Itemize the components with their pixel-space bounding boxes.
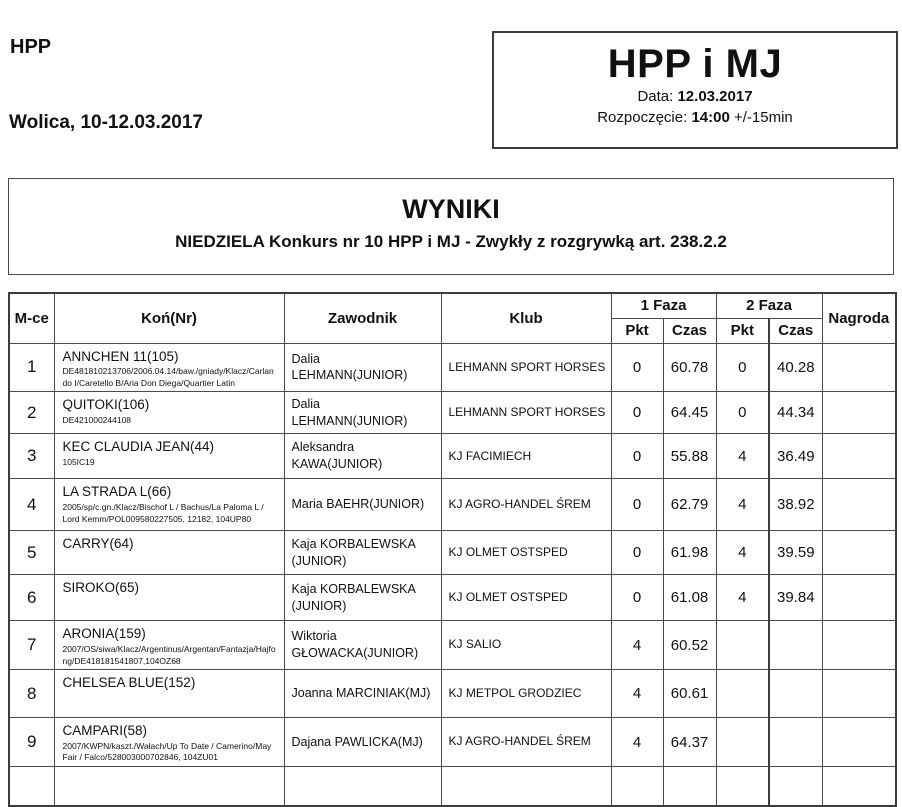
phase2-time-cell [769, 718, 822, 767]
organizer-logo-text: HPP [10, 36, 52, 58]
phase2-points-cell: 0 [716, 343, 769, 392]
table-row [9, 434, 896, 479]
phase2-time-cell: 39.59 [769, 531, 822, 575]
prize-cell [822, 479, 896, 531]
phase2-time-cell: 40.28 [769, 343, 822, 392]
horse-cell [54, 392, 284, 434]
rider-cell: Kaja KORBALEWSKA (JUNIOR) [284, 575, 441, 621]
phase1-points-cell: 0 [611, 343, 663, 392]
prize-cell [822, 575, 896, 621]
phase2-time-cell: 36.49 [769, 434, 822, 479]
horse-cell [54, 479, 284, 531]
horse-name: CHELSEA BLUE(152) [62, 675, 196, 691]
phase2-time-cell [769, 670, 822, 718]
phase2-time-cell: 44.34 [769, 392, 822, 434]
horse-cell [54, 621, 284, 670]
club-cell: KJ AGRO-HANDEL ŚREM [441, 479, 611, 531]
header-phase1: 1 Faza [611, 293, 716, 318]
club-cell: KJ AGRO-HANDEL ŚREM [441, 718, 611, 767]
header-czas2: Czas [769, 318, 822, 343]
date-value: 12.03.2017 [677, 88, 753, 105]
prize-cell [822, 343, 896, 392]
table-row [9, 392, 896, 434]
header-prize: Nagroda [822, 293, 896, 343]
phase1-time-cell: 60.78 [663, 343, 716, 392]
header-rider: Zawodnik [284, 293, 441, 343]
phase1-points-cell: 4 [611, 670, 663, 718]
horse-cell [54, 766, 284, 806]
event-info-box [492, 31, 898, 149]
place-cell [9, 766, 54, 806]
phase1-points-cell: 0 [611, 479, 663, 531]
horse-details: 2005/sp/c.gn./Klacz/Bischof L / Bachus/La Paloma L / Lord Kemm/POL009580227505, 12182, 104UP80 [62, 502, 264, 524]
phase1-points-cell: 4 [611, 718, 663, 767]
phase2-points-cell: 4 [716, 434, 769, 479]
club-cell: KJ OLMET OSTSPED [441, 531, 611, 575]
phase2-points-cell [716, 766, 769, 806]
phase2-points-cell [716, 718, 769, 767]
place-cell: 6 [9, 575, 54, 621]
rider-cell: Kaja KORBALEWSKA (JUNIOR) [284, 531, 441, 575]
horse-name: ANNCHEN 11(105) [62, 348, 179, 364]
phase2-points-cell [716, 621, 769, 670]
prize-cell [822, 718, 896, 767]
event-title: HPP i MJ [607, 42, 783, 86]
header-czas1: Czas [663, 318, 716, 343]
place-cell: 2 [9, 392, 54, 434]
horse-cell [54, 434, 284, 479]
phase2-time-cell [769, 766, 822, 806]
start-time: 14:00 [691, 109, 730, 126]
horse-details: 2007/OS/siwa/Klacz/Argentinus/Argentan/Fantazja/Hajfong/DE418181541807,104OZ68 [62, 644, 276, 666]
phase2-points-cell: 4 [716, 479, 769, 531]
table-row [9, 531, 896, 575]
phase1-time-cell: 61.08 [663, 575, 716, 621]
table-row [9, 575, 896, 621]
event-start-line [494, 107, 896, 128]
phase2-time-cell [769, 621, 822, 670]
table-row [9, 718, 896, 767]
phase1-time-cell: 60.61 [663, 670, 716, 718]
horse-cell [54, 575, 284, 621]
club-cell: KJ OLMET OSTSPED [441, 575, 611, 621]
phase1-points-cell: 0 [611, 392, 663, 434]
phase1-points-cell [611, 766, 663, 806]
horse-name: LA STRADA L(66) [62, 484, 172, 500]
prize-cell [822, 670, 896, 718]
rider-cell [284, 766, 441, 806]
header-horse: Koń(Nr) [54, 293, 284, 343]
phase2-points-cell: 0 [716, 392, 769, 434]
rider-cell: Aleksandra KAWA(JUNIOR) [284, 434, 441, 479]
results-table [8, 292, 897, 807]
phase1-time-cell: 62.79 [663, 479, 716, 531]
phase1-time-cell: 55.88 [663, 434, 716, 479]
horse-cell [54, 531, 284, 575]
horse-details: DE421000244108 [62, 415, 132, 426]
rider-cell: Joanna MARCINIAK(MJ) [284, 670, 441, 718]
event-date-line [494, 86, 896, 107]
table-row [9, 479, 896, 531]
place-cell: 4 [9, 479, 54, 531]
horse-name: CAMPARI(58) [62, 723, 148, 739]
rider-cell: Dalia LEHMANN(JUNIOR) [284, 392, 441, 434]
header-pkt2: Pkt [716, 318, 769, 343]
phase2-points-cell: 4 [716, 531, 769, 575]
club-cell: KJ FACIMIECH [441, 434, 611, 479]
phase2-points-cell [716, 670, 769, 718]
rider-cell: Maria BAEHR(JUNIOR) [284, 479, 441, 531]
horse-name: CARRY(64) [62, 536, 134, 552]
results-title: WYNIKI [402, 194, 500, 224]
prize-cell [822, 434, 896, 479]
header-club: Klub [441, 293, 611, 343]
horse-name: QUITOKI(106) [62, 397, 150, 413]
club-cell [441, 766, 611, 806]
horse-details: DE481810213706/2006.04.14/baw./gniady/Klacz/Carlando I/Caretello B/Aria Don Diega/Quartier Latin [62, 366, 274, 388]
phase2-points-cell: 4 [716, 575, 769, 621]
date-label: Data: [637, 88, 674, 105]
phase2-time-cell: 38.92 [769, 479, 822, 531]
phase1-time-cell [663, 766, 716, 806]
club-cell: LEHMANN SPORT HORSES [441, 343, 611, 392]
place-cell: 3 [9, 434, 54, 479]
prize-cell [822, 392, 896, 434]
rider-cell: Dajana PAWLICKA(MJ) [284, 718, 441, 767]
horse-cell [54, 343, 284, 392]
place-cell: 7 [9, 621, 54, 670]
club-cell: KJ METPOL GRODZIEC [441, 670, 611, 718]
competition-subtitle: NIEDZIELA Konkurs nr 10 HPP i MJ - Zwykły z rozgrywką art. 238.2.2 [175, 232, 727, 251]
phase2-time-cell: 39.84 [769, 575, 822, 621]
event-location-date: Wolica, 10-12.03.2017 [9, 112, 203, 133]
prize-cell [822, 531, 896, 575]
header-place: M-ce [9, 293, 54, 343]
club-cell: LEHMANN SPORT HORSES [441, 392, 611, 434]
table-row-partial [9, 766, 896, 806]
prize-cell [822, 621, 896, 670]
rider-cell: Dalia LEHMANN(JUNIOR) [284, 343, 441, 392]
table-row [9, 621, 896, 670]
prize-cell [822, 766, 896, 806]
phase1-points-cell: 4 [611, 621, 663, 670]
table-row [9, 343, 896, 392]
place-cell: 8 [9, 670, 54, 718]
phase1-time-cell: 64.37 [663, 718, 716, 767]
club-cell: KJ SALIO [441, 621, 611, 670]
place-cell: 1 [9, 343, 54, 392]
horse-name: ARONIA(159) [62, 626, 146, 642]
horse-details: 105IC19 [62, 457, 95, 468]
header-pkt1: Pkt [611, 318, 663, 343]
header-phase2: 2 Faza [716, 293, 822, 318]
phase1-time-cell: 60.52 [663, 621, 716, 670]
horse-details: 2007/KWPN/kaszt./Wałach/Up To Date / Camerino/May Fair / Falco/528003000702846, 104ZU01 [62, 741, 272, 763]
place-cell: 5 [9, 531, 54, 575]
horse-name: KEC CLAUDIA JEAN(44) [62, 439, 215, 455]
phase1-points-cell: 0 [611, 575, 663, 621]
phase1-time-cell: 61.98 [663, 531, 716, 575]
rider-cell: Wiktoria GŁOWACKA(JUNIOR) [284, 621, 441, 670]
table-header-row [9, 293, 896, 318]
phase1-time-cell: 64.45 [663, 392, 716, 434]
phase1-points-cell: 0 [611, 531, 663, 575]
horse-cell [54, 670, 284, 718]
phase1-points-cell: 0 [611, 434, 663, 479]
start-suffix: +/-15min [733, 109, 793, 126]
place-cell: 9 [9, 718, 54, 767]
horse-name: SIROKO(65) [62, 580, 140, 596]
table-row [9, 670, 896, 718]
horse-cell [54, 718, 284, 767]
results-title-box [8, 178, 894, 275]
start-label: Rozpoczęcie: [597, 109, 688, 126]
